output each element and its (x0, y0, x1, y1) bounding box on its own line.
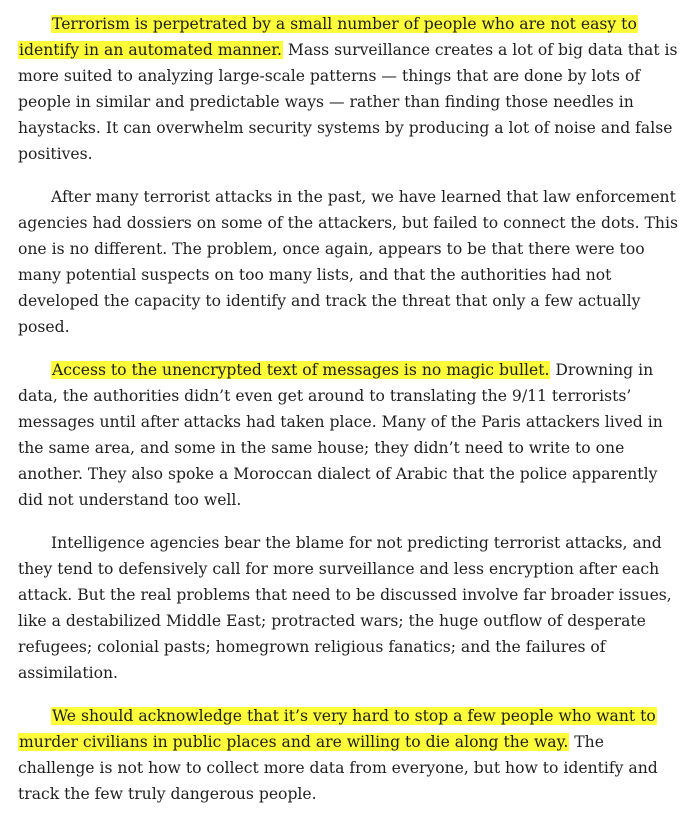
paragraph-5 (18, 703, 678, 807)
highlighted-sentence: We should acknowledge that it’s very hard to stop a few people who want to murder civilians in public places and are willing to die along the way. (19, 707, 656, 751)
paragraph-text: After many terrorist attacks in the past, we have learned that law enforcement agencies had dossiers on some of the attackers, but failed to connect the dots. This one is no different. The problem, once again, appears to be that there were too many potential suspects on too many lists, and that the authorities had not developed the capacity to identify and track the threat that only a few actually posed. (18, 188, 678, 336)
paragraph-3 (18, 357, 678, 513)
paragraph-4 (18, 530, 678, 686)
article-body (18, 11, 678, 824)
highlighted-sentence: Terrorism is perpetrated by a small number of people who are not easy to identify in an automated manner. (19, 15, 637, 59)
paragraph-text: Drowning in data, the authorities didn’t even get around to translating the 9/11 terrorists’ messages until after attacks had taken place. Many of the Paris attackers lived in the same area, and some in the same house; they didn’t need to write to one another. They also spoke a Moroccan dialect of Arabic that the police apparently did not understand too well. (18, 361, 663, 509)
paragraph-1 (18, 11, 678, 167)
highlighted-sentence: Access to the unencrypted text of messages is no magic bullet. (52, 361, 550, 379)
paragraph-text: Mass surveillance creates a lot of big data that is more suited to analyzing large-scale patterns — things that are done by lots of people in similar and predictable ways — rather than finding those needles in haystacks. It can overwhelm security systems by producing a lot of noise and false positives. (18, 41, 678, 163)
paragraph-text: The challenge is not how to collect more data from everyone, but how to identify and track the few truly dangerous people. (18, 733, 658, 803)
paragraph-text: Intelligence agencies bear the blame for not predicting terrorist attacks, and they tend to defensively call for more surveillance and less encryption after each attack. But the real problems that need to be discussed involve far broader issues, like a destabilized Middle East; protracted wars; the huge outflow of desperate refugees; colonial pasts; homegrown religious fanatics; and the failures of assimilation. (18, 534, 672, 682)
paragraph-2 (18, 184, 678, 340)
